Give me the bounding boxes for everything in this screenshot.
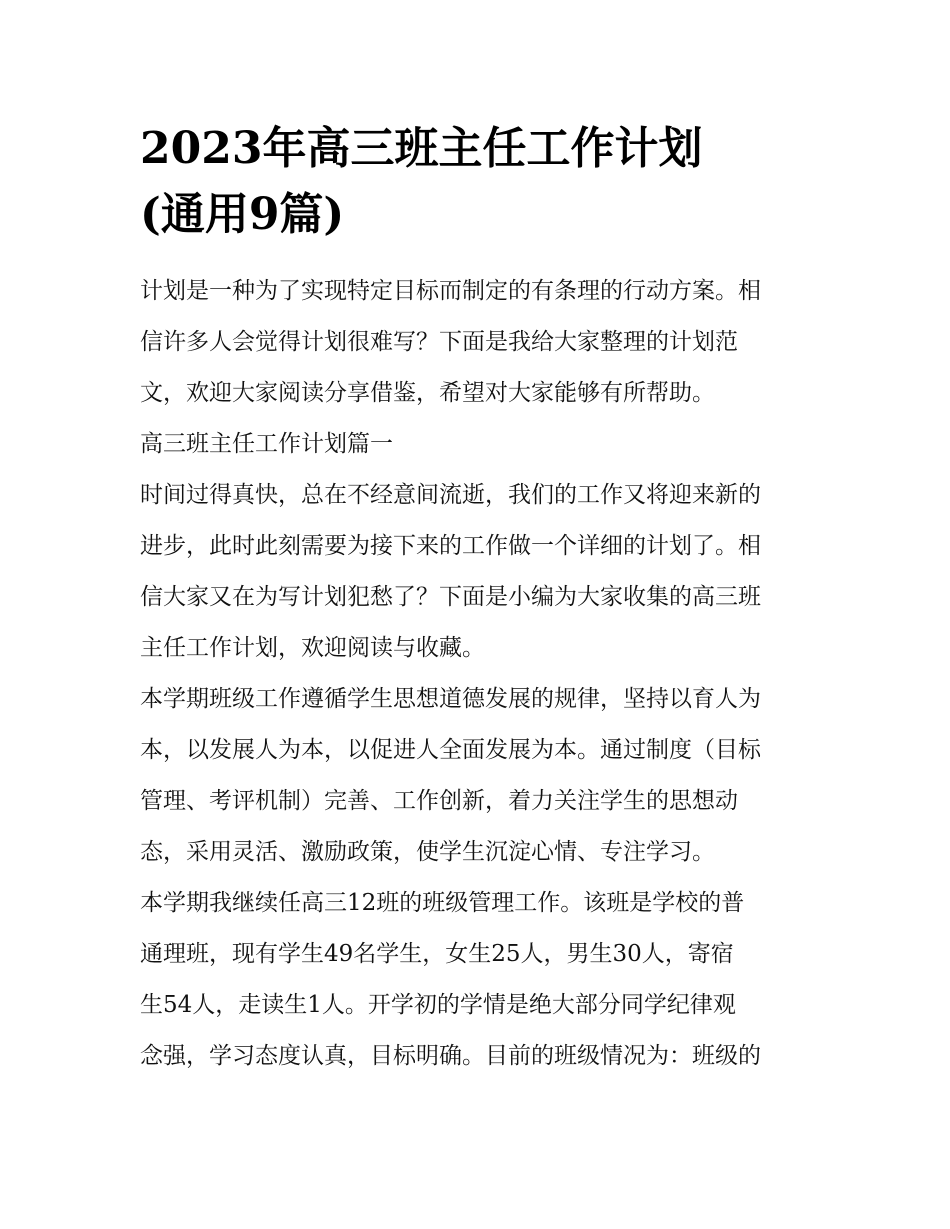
paragraph-line: 态，采用灵活、激励政策，使学生沉淀心情、专注学习。 [140,839,715,865]
paragraph-line: 时间过得真快，总在不经意间流逝，我们的工作又将迎来新的 [140,482,761,508]
section-heading-text: 高三班主任工作计划篇一 [140,431,393,457]
section-heading [140,425,820,464]
title-line-2: (通用9篇) [140,189,345,240]
paragraph-line: 主任工作计划，欢迎阅读与收藏。 [140,635,485,661]
paragraph-line: 本，以发展人为本，以促进人全面发展为本。通过制度（目标 [140,737,761,763]
paragraph-line: 进步，此时此刻需要为接下来的工作做一个详细的计划了。相 [140,533,761,559]
body-paragraph [140,680,820,872]
document-content [140,116,820,1076]
paragraph-line: 计划是一种为了实现特定目标而制定的有条理的行动方案。相 [140,278,761,304]
paragraph-line: 管理、考评机制）完善、工作创新，着力关注学生的思想动 [140,788,738,814]
body-paragraph [140,476,820,668]
paragraph-line: 信大家又在为写计划犯愁了？下面是小编为大家收集的高三班 [140,584,761,610]
paragraph-line: 通理班，现有学生49名学生，女生25人，男生30人，寄宿 [140,941,734,967]
paragraph-line: 文，欢迎大家阅读分享借鉴，希望对大家能够有所帮助。 [140,380,715,406]
paragraph-line: 本学期班级工作遵循学生思想道德发展的规律，坚持以育人为 [140,686,761,712]
intro-paragraph [140,272,820,413]
paragraph-line: 念强，学习态度认真，目标明确。目前的班级情况为：班级的 [140,1043,761,1069]
body-paragraph [140,884,820,1076]
paragraph-line: 本学期我继续任高三12班的班级管理工作。该班是学校的普 [140,890,745,916]
title-line-1: 2023年高三班主任工作计划 [140,123,703,174]
document-title [140,116,820,248]
paragraph-line: 生54人，走读生1人。开学初的学情是绝大部分同学纪律观 [140,992,736,1018]
document-body [140,272,820,1076]
paragraph-line: 信许多人会觉得计划很难写？下面是我给大家整理的计划范 [140,329,738,355]
